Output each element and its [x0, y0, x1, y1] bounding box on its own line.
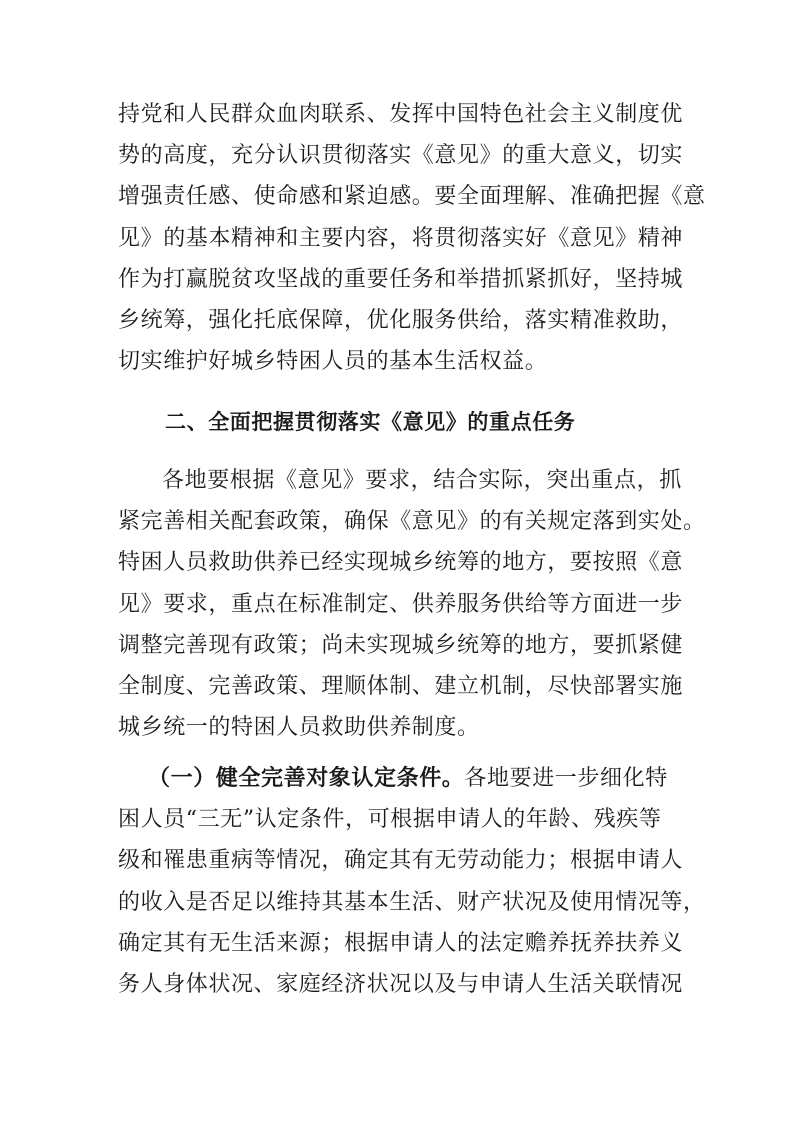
- paragraph-3-line: 的收入是否足以维持其基本生活、财产状况及使用情况等，: [118, 889, 706, 915]
- paragraph-1-line: 增强责任感、使命感和紧迫感。要全面理解、准确把握《意: [118, 184, 706, 210]
- paragraph-2-line: 特困人员救助供养已经实现城乡统筹的地方，要按照《意: [118, 550, 684, 576]
- paragraph-3-line: 确定其有无生活来源；根据申请人的法定赡养抚养扶养义: [118, 930, 684, 956]
- paragraph-2-line: 紧完善相关配套政策，确保《意见》的有关规定落到实处。: [118, 509, 706, 535]
- paragraph-2-line: 城乡统一的特困人员救助供养制度。: [118, 715, 480, 741]
- paragraph-3-line: 务人身体状况、家庭经济状况以及与申请人生活关联情况: [118, 971, 684, 997]
- paragraph-2-line: 调整完善现有政策；尚未实现城乡统筹的地方，要抓紧健: [118, 632, 684, 658]
- paragraph-3-first-line: [118, 758, 678, 799]
- paragraph-1-line: 切实维护好城乡特困人员的基本生活权益。: [118, 349, 548, 375]
- paragraph-1-line: 作为打赢脱贫攻坚战的重要任务和举措抓紧抓好，坚持城: [118, 266, 684, 292]
- paragraph-3: [118, 758, 706, 1005]
- paragraph-2-line: 全制度、完善政策、理顺体制、建立机制，尽快部署实施: [118, 673, 684, 699]
- paragraph-3-line: 级和罹患重病等情况，确定其有无劳动能力；根据申请人: [118, 848, 684, 874]
- section-heading: 二、全面把握贯彻落实《意见》的重点任务: [165, 410, 576, 434]
- paragraph-1-line: 乡统筹，强化托底保障，优化服务供给，落实精准救助，: [118, 307, 684, 333]
- paragraph-3-text: 各地要进一步细化特: [464, 766, 668, 791]
- paragraph-1-line: 持党和人民群众血肉联系、发挥中国特色社会主义制度优: [118, 102, 684, 127]
- paragraph-1-line: 见》的基本精神和主要内容，将贯彻落实好《意见》精神: [118, 225, 684, 251]
- paragraph-1: [118, 94, 706, 382]
- paragraph-2: [118, 460, 706, 748]
- paragraph-1-line: 势的高度，充分认识贯彻落实《意见》的重大意义，切实: [118, 143, 684, 169]
- paragraph-2-line: 各地要根据《意见》要求，结合实际，突出重点，抓: [162, 468, 682, 493]
- paragraph-3-line: 困人员“三无”认定条件，可根据申请人的年龄、残疾等: [118, 807, 662, 833]
- paragraph-2-line: 见》要求，重点在标准制定、供养服务供给等方面进一步: [118, 591, 684, 617]
- subsection-title: （一）健全完善对象认定条件。: [148, 766, 465, 791]
